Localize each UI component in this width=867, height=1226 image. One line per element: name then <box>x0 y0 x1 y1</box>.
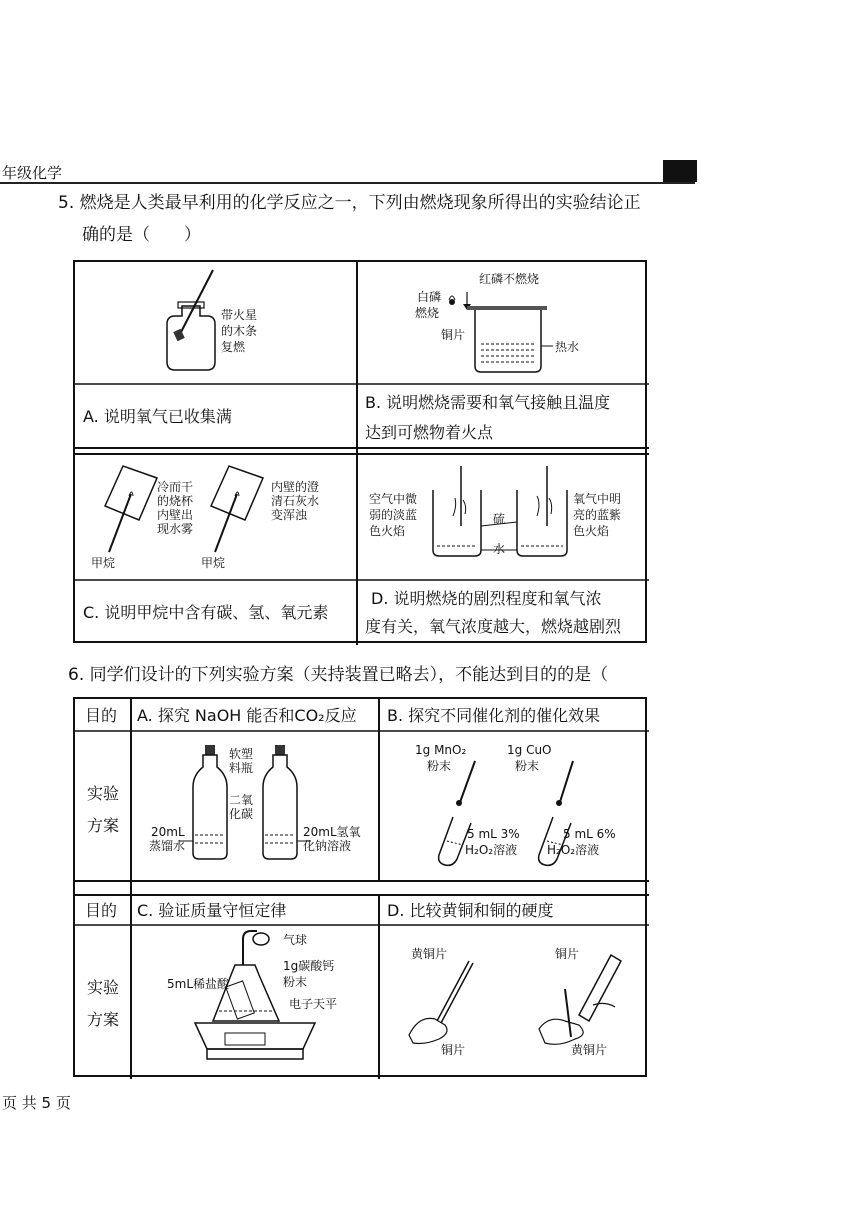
label-co2-1: 二氧 <box>229 793 254 807</box>
goal-header-2: 目的 <box>85 901 118 920</box>
q6-c-goal: C. 验证质量守恒定律 <box>137 901 287 920</box>
q5-c-conclusion: C. 说明甲烷中含有碳、氢、氧元素 <box>83 603 329 622</box>
q5-d-figure <box>357 454 649 580</box>
q5-c-figure <box>75 454 357 580</box>
q5-b-conclusion-1: B. 说明燃烧需要和氧气接触且温度 <box>365 393 611 412</box>
header-rule <box>0 182 695 184</box>
plan-header-1b: 方案 <box>87 816 120 835</box>
plan-header-1a: 实验 <box>87 784 120 803</box>
label-h2o2-2: H₂O₂溶液 <box>547 843 600 857</box>
q6-a-goal: A. 探究 NaOH 能否和CO₂反应 <box>137 706 357 725</box>
label-20ml-naoh: 20mL氢氧 <box>303 825 361 839</box>
label-oxygen-flame-3: 色火焰 <box>573 524 610 538</box>
label-limewater-2: 清石灰水 <box>271 494 320 508</box>
label-red-phosphorus: 红磷不燃烧 <box>479 272 540 286</box>
page-footer: 页 共 5 页 <box>2 1094 71 1112</box>
q5-d-conclusion-1: D. 说明燃烧的剧烈程度和氧气浓 <box>371 589 602 608</box>
label-air-flame-2: 弱的淡蓝 <box>369 508 418 522</box>
label-copper-1: 铜片 <box>441 1043 466 1057</box>
label-air-flame-3: 色火焰 <box>369 524 406 538</box>
label-oxygen-flame-2: 亮的蓝紫 <box>573 508 622 522</box>
label-distilled-water: 蒸馏水 <box>149 839 186 853</box>
label-copper-2: 铜片 <box>555 947 580 961</box>
q6-b-figure <box>379 731 649 881</box>
label-wood: 的木条 <box>221 324 258 338</box>
label-caco3-1: 1g碳酸钙 <box>283 959 335 973</box>
label-methane-1: 甲烷 <box>91 556 116 570</box>
subject-title: 年级化学 <box>2 164 63 182</box>
label-cuo-powder: 粉末 <box>515 759 540 773</box>
label-mno2-powder: 粉末 <box>427 759 452 773</box>
page-number-tab <box>663 160 697 182</box>
label-cuo: 1g CuO <box>507 743 552 757</box>
label-caco3-2: 粉末 <box>283 975 308 989</box>
goal-header-1: 目的 <box>85 706 118 725</box>
q6-d-goal: D. 比较黄铜和铜的硬度 <box>387 901 554 920</box>
plan-header-2b: 方案 <box>87 1010 120 1029</box>
label-cold-dry: 冷而干 <box>157 480 194 494</box>
label-brass-2: 黄铜片 <box>571 1043 608 1057</box>
label-oxygen-flame-1: 氧气中明 <box>573 492 622 506</box>
q6-stem: 6. 同学们设计的下列实验方案（夹持装置已略去），不能达到目的的是（ <box>68 665 609 685</box>
q5-a-figure <box>75 262 357 384</box>
label-co2-2: 化碳 <box>229 807 254 821</box>
label-hcl: 5mL稀盐酸 <box>167 977 230 991</box>
q5-b-figure <box>357 262 649 384</box>
label-water: 水 <box>493 542 506 556</box>
label-water-mist: 现水雾 <box>157 522 194 536</box>
label-balloon: 气球 <box>283 933 308 947</box>
label-soft-bottle-1: 软塑 <box>229 747 254 761</box>
label-relight: 复燃 <box>221 340 246 354</box>
q6-table <box>73 697 647 1077</box>
label-limewater-3: 变浑浊 <box>271 508 308 522</box>
label-mno2: 1g MnO₂ <box>415 743 467 757</box>
label-naoh-solution: 化钠溶液 <box>303 839 352 853</box>
plan-header-2a: 实验 <box>87 978 120 997</box>
label-air-flame-1: 空气中微 <box>369 492 418 506</box>
page-header <box>0 160 700 184</box>
label-copper-plate: 铜片 <box>441 328 466 342</box>
label-ember: 带火星 <box>221 308 258 322</box>
label-methane-2: 甲烷 <box>201 556 226 570</box>
label-sulfur: 硫 <box>493 512 506 526</box>
label-solution-6: 5 mL 6% <box>563 827 616 841</box>
q5-stem-line1: 5. 燃烧是人类最早利用的化学反应之一，下列由燃烧现象所得出的实验结论正 <box>58 193 641 213</box>
label-white-phosphorus: 白磷 <box>417 290 442 304</box>
q5-d-conclusion-2: 度有关，氧气浓度越大，燃烧越剧烈 <box>365 617 622 636</box>
q6-b-goal: B. 探究不同催化剂的催化效果 <box>387 706 601 725</box>
label-inner-wall: 内壁出 <box>157 508 194 522</box>
label-20ml-left: 20mL <box>151 825 185 839</box>
label-limewater-1: 内壁的澄 <box>271 480 320 494</box>
label-brass-1: 黄铜片 <box>411 947 448 961</box>
label-solution-3: 5 mL 3% <box>467 827 520 841</box>
q5-table <box>73 260 647 643</box>
label-h2o2-1: H₂O₂溶液 <box>465 843 518 857</box>
label-beaker: 的烧杯 <box>157 494 194 508</box>
label-balance: 电子天平 <box>289 997 338 1011</box>
q5-a-conclusion: A. 说明氧气已收集满 <box>83 407 232 426</box>
q6-a-figure <box>131 731 379 881</box>
q6-d-figure <box>379 925 649 1079</box>
q5-stem-line2: 确的是（ ） <box>82 225 201 245</box>
label-burning: 燃烧 <box>415 306 440 320</box>
label-soft-bottle-2: 料瓶 <box>229 761 254 775</box>
q5-b-conclusion-2: 达到可燃物着火点 <box>365 423 494 442</box>
label-hot-water: 热水 <box>555 340 580 354</box>
q6-c-figure <box>131 925 379 1079</box>
